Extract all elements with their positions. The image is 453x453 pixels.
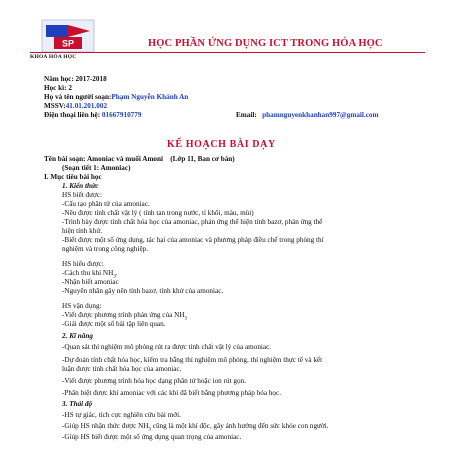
term: Học kì: 2: [44, 84, 72, 92]
apply-item: -Viết được phương trình phản ứng của $NH_3$: [62, 311, 187, 322]
mssv-label: MSSV:: [44, 102, 66, 110]
lesson-row: [44, 156, 235, 163]
school-year: Năm học: 2017-2018: [44, 75, 107, 83]
understand-item: -Nguyên nhân gây nên tính bazơ, tính khử của amoniac.: [62, 287, 224, 295]
understand-intro: HS hiểu được:: [62, 260, 104, 268]
skill-item: -Viết được phương trình hóa học dạng phân tử hoặc ion rút gọn.: [62, 377, 246, 385]
lesson-period: (Soạn tiết 1: Amoniac): [62, 164, 131, 172]
skills-heading: 2. Kĩ năng: [62, 332, 93, 340]
attitude-heading: 3. Thái độ: [62, 400, 93, 408]
email-row: [236, 112, 378, 119]
understand-item: -Nhận biết amoniac: [62, 278, 119, 286]
skill-item: -Dự đoán tính chất hóa học, kiểm tra bằng thí nghiệm mô phỏng, thí nghiệm thực tế và kết: [62, 356, 323, 364]
know-item: -Cấu tạo phân tử của amoniac.: [62, 200, 150, 208]
phone-row: [44, 112, 141, 119]
university-logo: [40, 17, 96, 55]
author-name: Phạm Nguyễn Khánh An: [111, 93, 189, 101]
header-divider: [30, 52, 425, 53]
know-intro: HS biết được:: [62, 191, 103, 199]
phone-label: Điện thoại liên hệ:: [44, 111, 101, 119]
phone-value: 01667910779: [101, 111, 142, 119]
org-name: KHOA HÓA HỌC: [30, 54, 77, 60]
know-item: -Biết được một số ứng dụng, tác hại của amoniac và phương pháp điều chế trong phòng thí: [62, 236, 324, 244]
email-value: phamnguyenkhanhan997@gmail.com: [262, 111, 379, 119]
attitude-item: -Giúp HS nhận thức được $NH_3$ cũng là một khí độc, gây ảnh hưởng đến sức khỏe con người.: [62, 422, 329, 433]
apply-item: -Giải được một số bài tập liên quan.: [62, 320, 166, 328]
plan-title: KẾ HOẠCH BÀI DẠY: [167, 139, 276, 150]
objectives-heading: I. Mục tiêu bài học: [44, 173, 102, 181]
skill-item: luận được tính chất hóa học của amoniac.: [62, 365, 182, 373]
mssv-row: [44, 103, 107, 110]
author-row: [44, 94, 188, 101]
skill-item: -Phân biệt được khí amoniac với các khí đã biết bằng phương pháp hóa học.: [62, 389, 281, 397]
course-title: HỌC PHẦN ỨNG DỤNG ICT TRONG HÓA HỌC: [148, 38, 383, 49]
attitude-item: -Giúp HS biết được một số ứng dụng quan trọng của amoniac.: [62, 433, 242, 441]
know-item: -Nêu được tính chất vật lý ( tính tan trong nước, tỉ khối, màu, mùi): [62, 209, 254, 217]
skill-item: -Quan sát thí nghiệm mô phỏng rút ra được tính chất vật lý của amoniac.: [62, 343, 272, 351]
apply-intro: HS vận dụng:: [62, 302, 102, 310]
mssv-value: 41.01.201.002: [65, 102, 108, 110]
know-item: hiện tính khử.: [62, 227, 103, 235]
know-item: -Trình bày được tính chất hóa học của amoniac, phản ứng thể hiện tính bazơ, phản ứng thể: [62, 218, 323, 226]
author-label: Họ và tên người soạn:: [44, 93, 112, 101]
lesson-class: (Lớp 11, Ban cơ bản): [170, 155, 235, 163]
knowledge-heading: 1. Kiến thức: [62, 182, 99, 190]
lesson-name: Amoniac và muối Amoni: [86, 155, 164, 163]
logo-text: SP: [61, 38, 75, 49]
lesson-label: Tên bài soạn:: [44, 155, 86, 163]
understand-item: -Cách thu khí $NH_3$.: [62, 269, 118, 280]
know-item: nghiệm và trong công nghiệp.: [62, 245, 149, 253]
attitude-item: -HS tự giác, tích cực nghiên cứu bài mới.: [62, 411, 181, 419]
email-label: Email:: [236, 111, 257, 119]
